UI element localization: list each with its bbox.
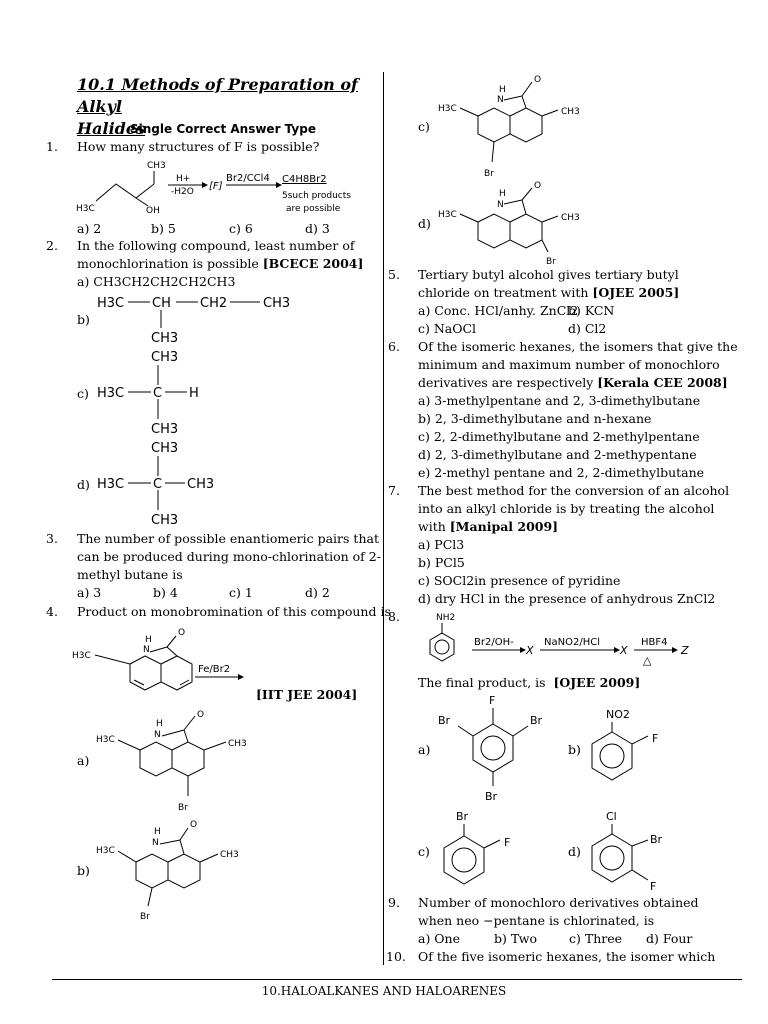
q2-line2-text: monochlorination is possible [77,256,259,271]
q8-reagent3: HBF4 [641,637,668,648]
q1-note2: are possible [286,204,341,214]
subheading: Single Correct Answer Type [130,122,316,136]
q2-line1: In the following compound, least number of [77,238,355,253]
q9-option-b[interactable]: b) Two [494,931,537,946]
q2-option-d[interactable]: d) [77,477,90,492]
svg-text:H3C: H3C [96,735,115,745]
q2-structure-b [95,290,295,348]
q8-option-c-structure [438,806,538,892]
svg-text:CH3: CH3 [228,739,247,749]
q4-tag: [IIT JEE 2004] [256,687,358,702]
svg-text:H3C: H3C [96,846,115,856]
q5-option-b[interactable]: b) KCN [568,303,615,318]
q8-reagent1: Br2/OH- [474,637,514,648]
q4-option-d[interactable]: d) [418,216,431,231]
q3-number: 3. [46,531,58,546]
q4-option-a-structure [92,704,262,816]
q1-option-d[interactable]: d) 3 [305,221,330,236]
q4-option-b[interactable]: b) [77,863,90,878]
q7-line1: The best method for the conversion of an alcohol [418,483,730,498]
q5-option-c[interactable]: c) NaOCl [418,321,477,336]
q2c-h: H [189,386,199,401]
q3-line1: The number of possible enantiomeric pairs that [77,531,379,546]
q1-reagent1-top: H+ [176,174,191,184]
svg-text:CH3: CH3 [561,213,580,223]
q1-text: How many structures of F is possible? [77,139,320,154]
q7-line3 [418,518,558,536]
q7-option-d[interactable]: d) dry HCl in the presence of anhydrous ZnCl2 [418,591,716,606]
svg-text:H3C: H3C [438,104,457,114]
q9-line1: Number of monochloro derivatives obtained [418,895,699,910]
svg-text:N: N [152,838,159,848]
q4-number: 4. [46,604,58,619]
svg-text:H3C: H3C [438,210,457,220]
q8-z: Z [681,644,689,657]
svg-text:Cl: Cl [606,810,617,823]
q8-x1: X [526,644,534,657]
q6-line2: minimum and maximum number of monochloro [418,357,720,372]
svg-text:N: N [497,95,504,105]
svg-text:H: H [156,719,163,729]
q9-option-d[interactable]: d) Four [646,931,693,946]
q7-line2: into an alkyl chloride is by treating the alcohol [418,501,715,516]
q2d-ch3-bottom: CH3 [151,513,179,528]
svg-text:H: H [499,85,506,95]
q8-option-a-structure [432,690,542,808]
q2d-h3c: H3C [97,477,125,492]
q8-option-c[interactable]: c) [418,844,430,859]
svg-text:O: O [190,820,198,830]
q1-oh: OH [146,206,160,216]
svg-text:Br: Br [650,833,663,846]
q8-reaction-scheme [414,608,734,670]
svg-text:O: O [534,75,542,85]
q3-line2: can be produced during mono-chlorination of 2- [77,549,381,564]
q2c-ch3-bottom: CH3 [151,422,179,437]
q8-x2: X [620,644,628,657]
svg-text:H: H [145,635,152,645]
q8-line-text: The final product, is [418,675,546,690]
q7-option-c[interactable]: c) SOCl2in presence of pyridine [418,573,621,588]
q3-option-d[interactable]: d) 2 [305,585,330,600]
q6-option-c[interactable]: c) 2, 2-dimethylbutane and 2-methylpentane [418,429,700,444]
q6-option-a[interactable]: a) 3-methylpentane and 2, 3-dimethylbutane [418,393,701,408]
q5-option-d[interactable]: d) Cl2 [568,321,607,336]
q1-option-c[interactable]: c) 6 [229,221,253,236]
q8-nh2: NH2 [436,613,456,623]
q1-note1: 5such products [282,191,351,201]
q2-option-a[interactable]: a) CH3CH2CH2CH2CH3 [77,274,236,289]
q2b-ch3: CH3 [263,296,291,311]
q3-option-c[interactable]: c) 1 [229,585,253,600]
q8-option-b[interactable]: b) [568,742,581,757]
q6-number: 6. [388,339,400,354]
svg-text:F: F [489,694,496,707]
q6-line3-text: derivatives are respectively [418,375,594,390]
svg-text:H: H [154,827,161,837]
q8-option-d[interactable]: d) [568,844,581,859]
q8-option-a[interactable]: a) [418,742,431,757]
q6-line3 [418,374,728,392]
q2-line2 [77,255,363,273]
svg-text:O: O [178,628,186,638]
svg-text:N: N [143,645,150,655]
svg-text:Br: Br [140,912,150,922]
q2-option-c[interactable]: c) [77,386,89,401]
q2b-h3c: H3C [97,296,125,311]
q2b-ch3-bottom: CH3 [151,331,179,346]
svg-text:O: O [197,710,205,720]
q7-option-b[interactable]: b) PCl5 [418,555,465,570]
svg-text:Br: Br [530,714,542,727]
q2-number: 2. [46,238,58,253]
q1-ch3: CH3 [147,161,166,171]
q10-line1: Of the five isomeric hexanes, the isomer which [418,949,716,964]
svg-text:F: F [652,732,659,745]
q8-option-b-structure [584,704,684,784]
section-title-line1: 10.1 Methods of Preparation of Alkyl [77,75,358,116]
svg-text:Br: Br [485,790,498,803]
svg-text:Br: Br [438,714,451,727]
q7-tag: [Manipal 2009] [449,519,559,534]
svg-text:Br: Br [456,810,469,823]
q1-product: C4H8Br2 [282,174,327,185]
q3-option-a[interactable]: a) 3 [77,585,102,600]
column-divider [383,72,384,965]
q1-intermediate: [F] [209,181,223,192]
q9-number: 9. [388,895,400,910]
svg-text:CH3: CH3 [220,850,239,860]
q4-option-c[interactable]: c) [418,119,430,134]
svg-text:O: O [534,181,542,191]
q4-reactant-molecule [72,628,192,690]
q2d-ch3-top: CH3 [151,441,179,456]
q9-line2: when neo −pentane is chlorinated, is [418,913,655,928]
q5-option-a[interactable]: a) Conc. HCl/anhy. ZnCl2 [418,303,579,318]
q4-option-b-structure [92,820,262,924]
q5-line1: Tertiary butyl alcohol gives tertiary butyl [418,267,679,282]
q4-reagent: Fe/Br2 [198,664,231,675]
q4-option-d-structure [436,180,596,266]
q2-tag: [BCECE 2004] [262,256,364,271]
q2-structure-c [95,345,235,437]
q8-tag: [OJEE 2009] [553,675,641,690]
q4-option-a[interactable]: a) [77,753,90,768]
q2b-ch: CH [152,296,171,311]
q4-option-c-structure [436,74,596,180]
svg-text:Br: Br [546,257,556,266]
svg-text:F: F [650,880,657,893]
q7-line3-text: with [418,519,446,534]
q6-tag: [Kerala CEE 2008] [597,375,728,390]
q8-number: 8. [388,609,400,624]
q2c-h3c: H3C [97,386,125,401]
q5-number: 5. [388,267,400,282]
q1-option-a[interactable]: a) 2 [77,221,102,236]
q2-structure-d [95,436,235,528]
svg-text:CH3: CH3 [561,107,580,117]
q9-option-c[interactable]: c) Three [569,931,623,946]
q9-option-a[interactable]: a) One [418,931,460,946]
q1-reagent1-bottom: -H2O [171,187,194,197]
svg-text:F: F [504,836,511,849]
q6-option-b[interactable]: b) 2, 3-dimethylbutane and n-hexane [418,411,652,426]
q2d-c: C [153,477,163,492]
q10-number: 10. [386,949,406,964]
q7-number: 7. [388,483,400,498]
svg-text:Br: Br [178,803,188,813]
q8-delta: △ [643,654,652,667]
section-title-line2: Halides [77,119,146,138]
q2c-c: C [153,386,163,401]
q1-option-b[interactable]: b) 5 [151,221,176,236]
svg-text:NO2: NO2 [606,708,630,721]
svg-text:Br: Br [484,169,494,179]
q6-option-e[interactable]: e) 2-methyl pentane and 2, 2-dimethylbutane [418,465,705,480]
footer-rule [52,979,742,980]
q1-reaction-scheme [76,156,376,220]
q2d-ch3: CH3 [187,477,215,492]
q5-line2 [418,284,679,302]
q5-tag: [OJEE 2005] [592,285,680,300]
q1-h3c: H3C [76,204,95,214]
q4-text: Product on monobromination of this compound is [77,604,391,619]
q8-option-d-structure [584,806,684,898]
page-footer: 10.HALOALKANES AND HALOARENES [261,984,507,998]
svg-text:H: H [499,189,506,199]
q2-option-b[interactable]: b) [77,312,90,327]
svg-text:N: N [154,730,161,740]
q8-reagent2: NaNO2/HCl [544,637,600,648]
q3-option-b[interactable]: b) 4 [153,585,178,600]
q1-reagent2: Br2/CCl4 [226,173,270,184]
q5-line2-text: chloride on treatment with [418,285,589,300]
q3-line3: methyl butane is [77,567,183,582]
svg-text:N: N [497,200,504,210]
svg-text:H3C: H3C [72,651,91,661]
q7-option-a[interactable]: a) PCl3 [418,537,465,552]
q1-number: 1. [46,139,58,154]
q2c-ch3-top: CH3 [151,350,179,365]
q4-reactant-structure [70,622,270,702]
q2b-ch2: CH2 [200,296,228,311]
q6-option-d[interactable]: d) 2, 3-dimethylbutane and 2-methypentane [418,447,697,462]
q6-line1: Of the isomeric hexanes, the isomers that give the [418,339,738,354]
